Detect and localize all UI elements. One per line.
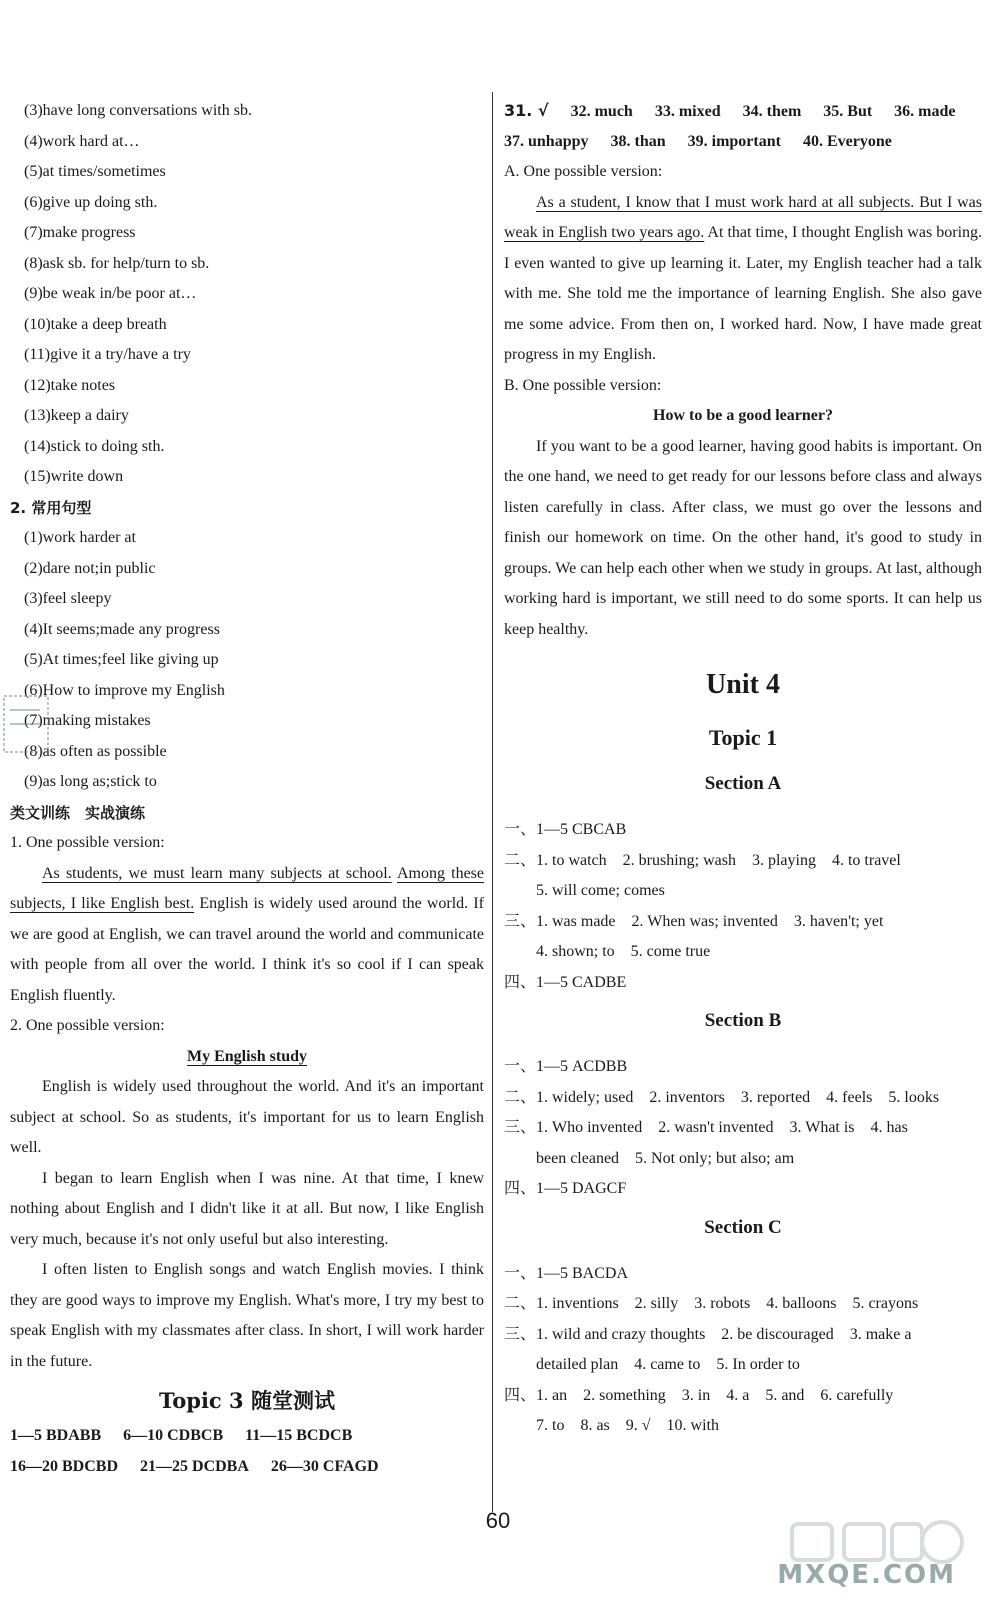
phrase-item: (6)give up doing sth. [24, 193, 158, 211]
version-2-label: 2. One possible version: [10, 1017, 165, 1034]
section-c-heading: Section C [704, 1216, 782, 1238]
answer-line: 四、1—5 CADBE [504, 973, 627, 991]
sentence-item: (7)making mistakes [24, 712, 151, 729]
version-2-text [10, 1072, 484, 1377]
sentence-item: (8)as often as possible [24, 742, 167, 760]
topic-heading: Topic 1 [708, 725, 778, 750]
version-b-label: B. One possible version: [504, 376, 662, 394]
answer-line: 三、1. wild and crazy thoughts 2. be discouraged 3. make a [504, 1325, 912, 1343]
answer-line: 5. will come; comes [504, 882, 665, 899]
answer-line: 四、1. an 2. something 3. in 4. a 5. and 6. carefully [504, 1386, 894, 1404]
answer-line: 二、1. to watch 2. brushing; wash 3. playing 4. to travel [504, 851, 901, 869]
version-b-text [504, 432, 982, 646]
phrase-item: (9)be weak in/be poor at… [24, 285, 197, 302]
essay-title: My English study [186, 1047, 308, 1065]
answer-line: 四、1—5 DAGCF [504, 1180, 627, 1197]
version-a-text: As a student, I know that I must work hard at all subjects. But I was weak in English two years ago. At that time, I thought English was boring. I even wanted to give up learning it. Later, my English teacher had a talk with me. She told me the importance of learning English. She also gave me some advice. From then on, I worked hard. Now, I have made great progress in my English. [504, 193, 983, 363]
topic-3-heading: Topic 3 随堂测试 [159, 1388, 335, 1413]
phrase-item: (12)take notes [24, 376, 116, 394]
sentence-item: (6)How to improve my English [24, 681, 225, 699]
phrase-item: (10)take a deep breath [24, 315, 167, 333]
essay-paragraph: I often listen to English songs and watch English movies. I think they are good ways to improve my English. What's more, I try my best to speak English with my classmates after class. In short, I will work harder in the future. [10, 1261, 484, 1370]
section-b-heading: Section B [704, 1010, 782, 1031]
version-1-label: 1. One possible version: [10, 834, 165, 851]
phrase-item: (3)have long conversations with sb. [24, 102, 252, 119]
underlined-sentence: As students, we must learn many subjects at school. [42, 864, 392, 882]
phrase-item: (7)make progress [24, 224, 136, 241]
answer-line: 一、1—5 ACDBB [504, 1058, 628, 1075]
essay-paragraph: English is widely used throughout the world. And it's an important subject at school. So as students, it's important for us to learn English well. [10, 1078, 484, 1156]
answers-row-37-40: 37. unhappy 38. than 39. important 40. Everyone [504, 132, 892, 150]
column-divider [492, 92, 493, 1512]
sentence-item: (3)feel sleepy [24, 590, 112, 607]
answer-line: 三、1. was made 2. When was; invented 3. haven't; yet [504, 912, 884, 930]
unit-heading: Unit 4 [706, 669, 780, 700]
phrase-item: (15)write down [24, 468, 124, 485]
essay-paragraph: If you want to be a good learner, having good habits is important. On the one hand, we need to get ready for our lessons before class and always listen carefully in class. After class, we must go over the lessons and finish our homework on time. On the other hand, it's good to study in groups. We can help each other when we study in groups. At last, although working hard is important, we still need to do some sports. It can help us keep healthy. [504, 437, 982, 638]
answers-row-31-36: 31. √ 32. much 33. mixed 34. them 35. But 36. made [504, 101, 956, 120]
underlined-sentence: As a student, I know that I must work hard at all subjects. But I was weak in English two years ago. [504, 193, 982, 241]
topic-3-answers-row: 16—20 BDCBD 21—25 DCDBA 26—30 CFAGD [10, 1457, 379, 1475]
phrase-item: (4)work hard at… [24, 132, 140, 150]
underlined-sentence: Among these subjects, I like English best. [10, 864, 485, 912]
sentence-item: (9)as long as;stick to [24, 773, 157, 790]
stamp-mark-icon [0, 690, 60, 760]
essay-title: How to be a good learner? [653, 407, 833, 424]
sentence-item: (1)work harder at [24, 529, 136, 546]
section-a-heading: Section A [704, 773, 782, 794]
sentence-item: (4)It seems;made any progress [24, 620, 220, 638]
answer-line: 4. shown; to 5. come true [504, 943, 711, 960]
essay-paragraph: I began to learn English when I was nine. At that time, I knew nothing about English and I didn't like it at all. But now, I like English very much, because it's not only useful but also interesting. [10, 1169, 484, 1248]
watermark-text: MXQE.COM [777, 1560, 956, 1590]
right-column [504, 96, 982, 1442]
answer-line: 一、1—5 CBCAB [504, 821, 627, 838]
version-1-text: As students, we must learn many subjects at school. Among these subjects, I like English best. English is widely used around the world. If we are good at English, we can travel around the world and communicate with people from all over the world. I think it's so cool if I can speak English fluently. [10, 864, 485, 1004]
answer-line: 二、1. widely; used 2. inventors 3. reported 4. feels 5. looks [504, 1088, 940, 1106]
phrase-item: (11)give it a try/have a try [24, 346, 191, 363]
version-a-label: A. One possible version: [504, 163, 663, 180]
topic-3-answers-row: 1—5 BDABB 6—10 CDBCB 11—15 BCDCB [10, 1427, 353, 1444]
sentence-item: (5)At times;feel like giving up [24, 651, 219, 668]
phrase-item: (8)ask sb. for help/turn to sb. [24, 254, 210, 272]
phrase-item: (14)stick to doing sth. [24, 437, 165, 455]
left-column [10, 96, 484, 1482]
answer-line: 7. to 8. as 9. √ 10. with [504, 1417, 720, 1434]
phrase-item: (5)at times/sometimes [24, 163, 166, 180]
answer-line: detailed plan 4. came to 5. In order to [504, 1356, 800, 1373]
page-number: 60 [485, 1508, 511, 1533]
answer-line: 三、1. Who invented 2. wasn't invented 3. What is 4. has [504, 1119, 908, 1136]
sentence-item: (2)dare not;in public [24, 559, 156, 577]
answer-line: 一、1—5 BACDA [504, 1264, 629, 1282]
phrase-item: (13)keep a dairy [24, 407, 129, 424]
answer-line: been cleaned 5. Not only; but also; am [504, 1149, 795, 1167]
answer-line: 二、1. inventions 2. silly 3. robots 4. balloons 5. crayons [504, 1295, 919, 1312]
practice-heading: 类文训练 实战演练 [10, 803, 146, 822]
sentences-heading: 2. 常用句型 [10, 498, 92, 517]
